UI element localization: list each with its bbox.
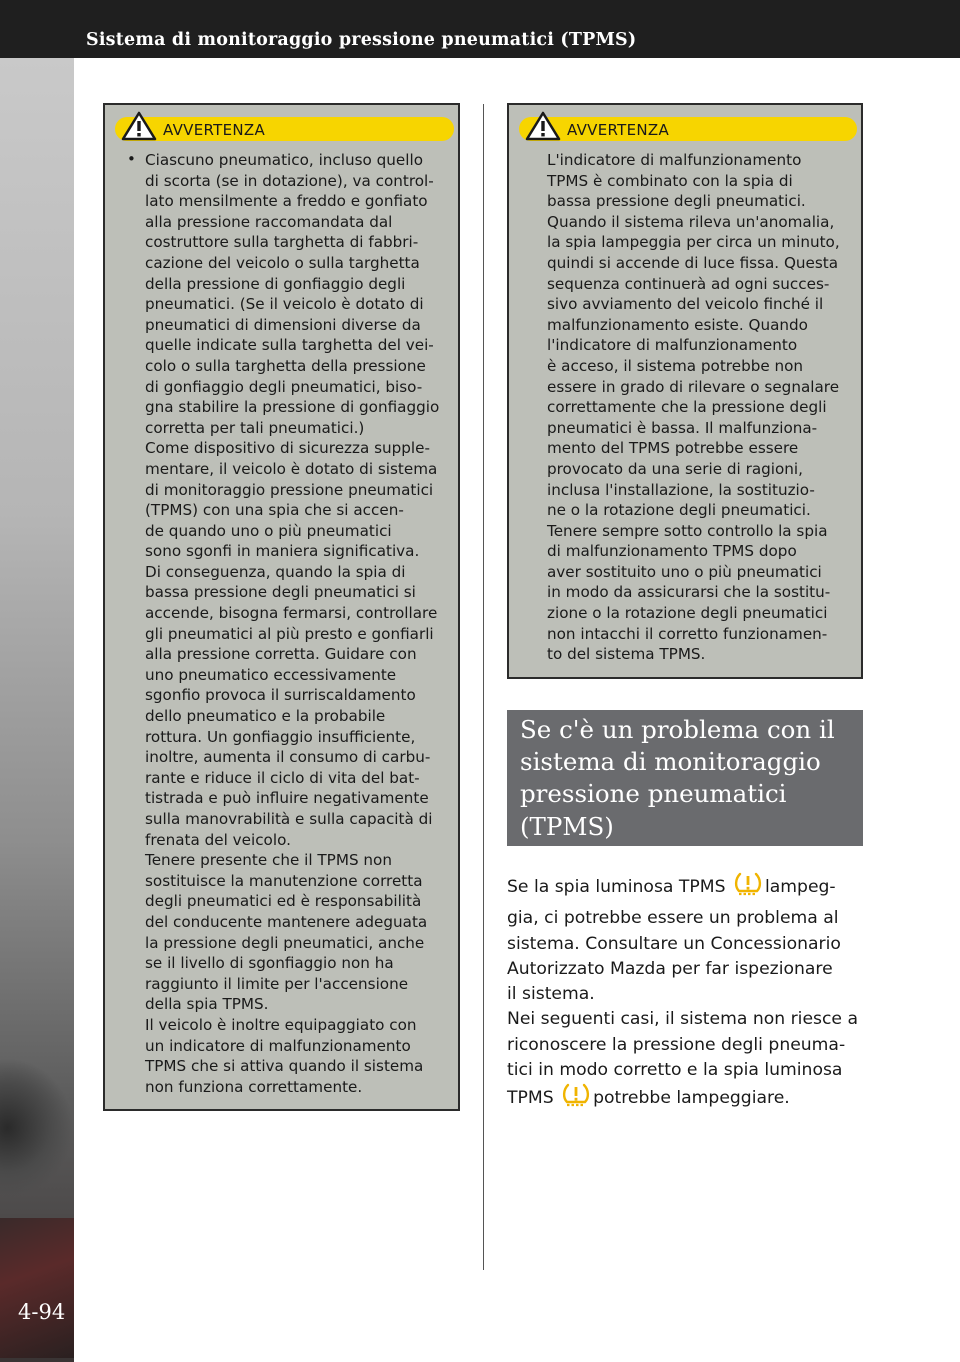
text-line: bassa pressione degli pneumatici. — [547, 192, 806, 211]
warning-triangle-icon — [121, 111, 157, 145]
text-line: pneumatici è bassa. Il malfunziona- — [547, 418, 818, 437]
text-line: aver sostituito uno o più pneumatici — [547, 562, 822, 581]
text-line: essere in grado di rilevare o segnalare — [547, 377, 840, 396]
text-line: gia, ci potrebbe essere un problema al — [507, 908, 839, 929]
text-line: colo o sulla targhetta della pressione — [145, 356, 426, 375]
page-number: 4-94 — [18, 1300, 66, 1324]
warning-box-right — [507, 103, 863, 679]
text-line: lato mensilmente a freddo e gonfiato — [145, 192, 428, 211]
text-line: di monitoraggio pressione pneumatici — [145, 480, 434, 499]
column-divider — [483, 104, 484, 1270]
warning-triangle-icon — [525, 111, 561, 145]
text-line: tici in modo corretto e la spia luminosa — [507, 1060, 843, 1081]
warning-label-bar — [115, 117, 454, 141]
text-fragment: potrebbe lampeggiare. — [593, 1088, 790, 1109]
text-line: TPMS che si attiva quando il sistema — [145, 1057, 424, 1076]
text-line: sistema. Consultare un Concessionario — [507, 933, 841, 954]
text-line: se il livello di sgonfiaggio non ha — [145, 954, 394, 973]
text-line: Di conseguenza, quando la spia di — [145, 562, 406, 581]
text-line: sgonfio provoca il surriscaldamento — [145, 686, 416, 705]
text-line: frenata del veicolo. — [145, 830, 291, 849]
text-line: sivo avviamento del veicolo finché il — [547, 295, 824, 314]
text-line: correttamente che la pressione degli — [547, 398, 827, 417]
body-paragraph — [507, 872, 867, 1118]
text-line: Come dispositivo di sicurezza supple- — [145, 439, 430, 458]
text-line: uno pneumatico eccessivamente — [145, 665, 397, 684]
title-line: (TPMS) — [520, 811, 614, 841]
text-line: provocato da una serie di ragioni, — [547, 459, 803, 478]
text-line: de quando uno o più pneumatici — [145, 521, 392, 540]
tpms-warning-icon — [561, 1083, 591, 1117]
warning-label: AVVERTENZA — [163, 121, 266, 139]
text-line: alla pressione corretta. Guidare con — [145, 645, 417, 664]
title-line: Se c'è un problema con il — [520, 715, 835, 744]
text-line: sono sgonfi in maniera significativa. — [145, 542, 420, 561]
text-line: cazione del veicolo o sulla targhetta — [145, 253, 420, 272]
page-header-title: Sistema di monitoraggio pressione pneumatici (TPMS) — [86, 30, 637, 50]
text-line: zione o la rotazione degli pneumatici — [547, 604, 828, 623]
text-line: tistrada e può influire negativamente — [145, 789, 429, 808]
warning-text-left — [145, 150, 457, 1097]
text-line: quelle indicate sulla targhetta del vei- — [145, 336, 434, 355]
text-line: in modo da assicurarsi che la sostitu- — [547, 583, 831, 602]
text-line: di malfunzionamento TPMS dopo — [547, 542, 797, 561]
text-line: Nei seguenti casi, il sistema non riesce a — [507, 1009, 858, 1030]
text-line: della spia TPMS. — [145, 995, 269, 1014]
text-line: rante e riduce il ciclo di vita del bat- — [145, 768, 420, 787]
text-line: di gonfiaggio degli pneumatici, biso- — [145, 377, 423, 396]
text-line: mento del TPMS potrebbe essere — [547, 439, 799, 458]
side-image-strip — [0, 58, 74, 1362]
bullet: • — [127, 150, 136, 168]
text-line: gna stabilire la pressione di gonfiaggio — [145, 398, 440, 417]
car-interior-image — [0, 1058, 74, 1198]
text-line: raggiunto il limite per l'accensione — [145, 974, 409, 993]
warning-text-right — [547, 150, 863, 665]
text-line: sulla manovrabilità e sulla capacità di — [145, 810, 433, 828]
text-line: quindi si accende di luce fissa. Questa — [547, 253, 839, 272]
text-line — [507, 1083, 867, 1117]
text-line: inoltre, aumenta il consumo di carbu- — [145, 748, 431, 767]
text-line: degli pneumatici ed è responsabilità — [145, 892, 422, 911]
text-line: il sistema. — [507, 984, 595, 1005]
title-line: pressione pneumatici — [520, 779, 787, 809]
text-line: accende, bisogna fermarsi, controllare — [145, 604, 438, 623]
section-title — [520, 714, 835, 843]
text-fragment: TPMS — [507, 1088, 554, 1109]
text-fragment: lampeg- — [764, 877, 836, 897]
text-line: inclusa l'installazione, la sostituzio- — [547, 480, 815, 499]
text-line: TPMS è combinato con la spia di — [547, 171, 793, 190]
text-line: Quando il sistema rileva un'anomalia, — [547, 212, 835, 231]
text-line: dello pneumatico e la probabile — [145, 707, 386, 726]
text-line: la pressione degli pneumatici, anche — [145, 933, 425, 952]
text-line: non funziona correttamente. — [145, 1077, 363, 1096]
text-line: pneumatici di dimensioni diverse da — [145, 315, 421, 334]
warning-label: AVVERTENZA — [567, 121, 670, 139]
text-line: la spia lampeggia per circa un minuto, — [547, 233, 840, 252]
text-line: Autorizzato Mazda per far ispezionare — [507, 958, 833, 979]
text-line: gli pneumatici al più presto e gonfiarli — [145, 624, 434, 643]
text-line: pneumatici. (Se il veicolo è dotato di — [145, 295, 424, 314]
text-line: (TPMS) con una spia che si accen- — [145, 501, 404, 520]
text-line: Ciascuno pneumatico, incluso quello — [145, 151, 423, 169]
section-heading-box — [507, 710, 863, 846]
header-bar — [0, 0, 960, 58]
text-line: rottura. Un gonfiaggio insufficiente, — [145, 727, 416, 746]
text-line: L'indicatore di malfunzionamento — [547, 151, 802, 169]
text-line: del conducente mantenere adeguata — [145, 912, 428, 931]
text-line: costruttore sulla targhetta di fabbri- — [145, 233, 419, 252]
car-seat-image — [0, 1218, 74, 1358]
tpms-warning-icon — [733, 872, 763, 906]
text-line: mentare, il veicolo è dotato di sistema — [145, 459, 438, 478]
text-line: un indicatore di malfunzionamento — [145, 1036, 411, 1055]
text-line: malfunzionamento esiste. Quando — [547, 315, 808, 334]
title-line: sistema di monitoraggio — [520, 747, 821, 777]
warning-box-left — [103, 103, 460, 1111]
text-line: è acceso, il sistema potrebbe non — [547, 356, 804, 375]
text-fragment: Se la spia luminosa TPMS — [507, 877, 726, 897]
text-line: della pressione di gonfiaggio degli — [145, 274, 406, 293]
text-line: di scorta (se in dotazione), va control- — [145, 171, 434, 190]
text-line: corretta per tali pneumatici.) — [145, 418, 365, 437]
text-line: Tenere presente che il TPMS non — [145, 851, 392, 870]
text-line: alla pressione raccomandata dal — [145, 212, 393, 231]
text-line: l'indicatore di malfunzionamento — [547, 336, 798, 355]
text-line: sostituisce la manutenzione corretta — [145, 871, 423, 890]
text-line: ne o la rotazione degli pneumatici. — [547, 501, 811, 520]
text-line: sequenza continuerà ad ogni succes- — [547, 274, 830, 293]
text-line — [507, 872, 867, 906]
text-line: bassa pressione degli pneumatici si — [145, 583, 416, 602]
text-line: Il veicolo è inoltre equipaggiato con — [145, 1015, 417, 1034]
warning-label-bar — [519, 117, 857, 141]
text-line: to del sistema TPMS. — [547, 645, 706, 664]
text-line: non intacchi il corretto funzionamen- — [547, 624, 828, 643]
text-line: Tenere sempre sotto controllo la spia — [547, 521, 828, 540]
text-line: riconoscere la pressione degli pneuma- — [507, 1034, 846, 1055]
